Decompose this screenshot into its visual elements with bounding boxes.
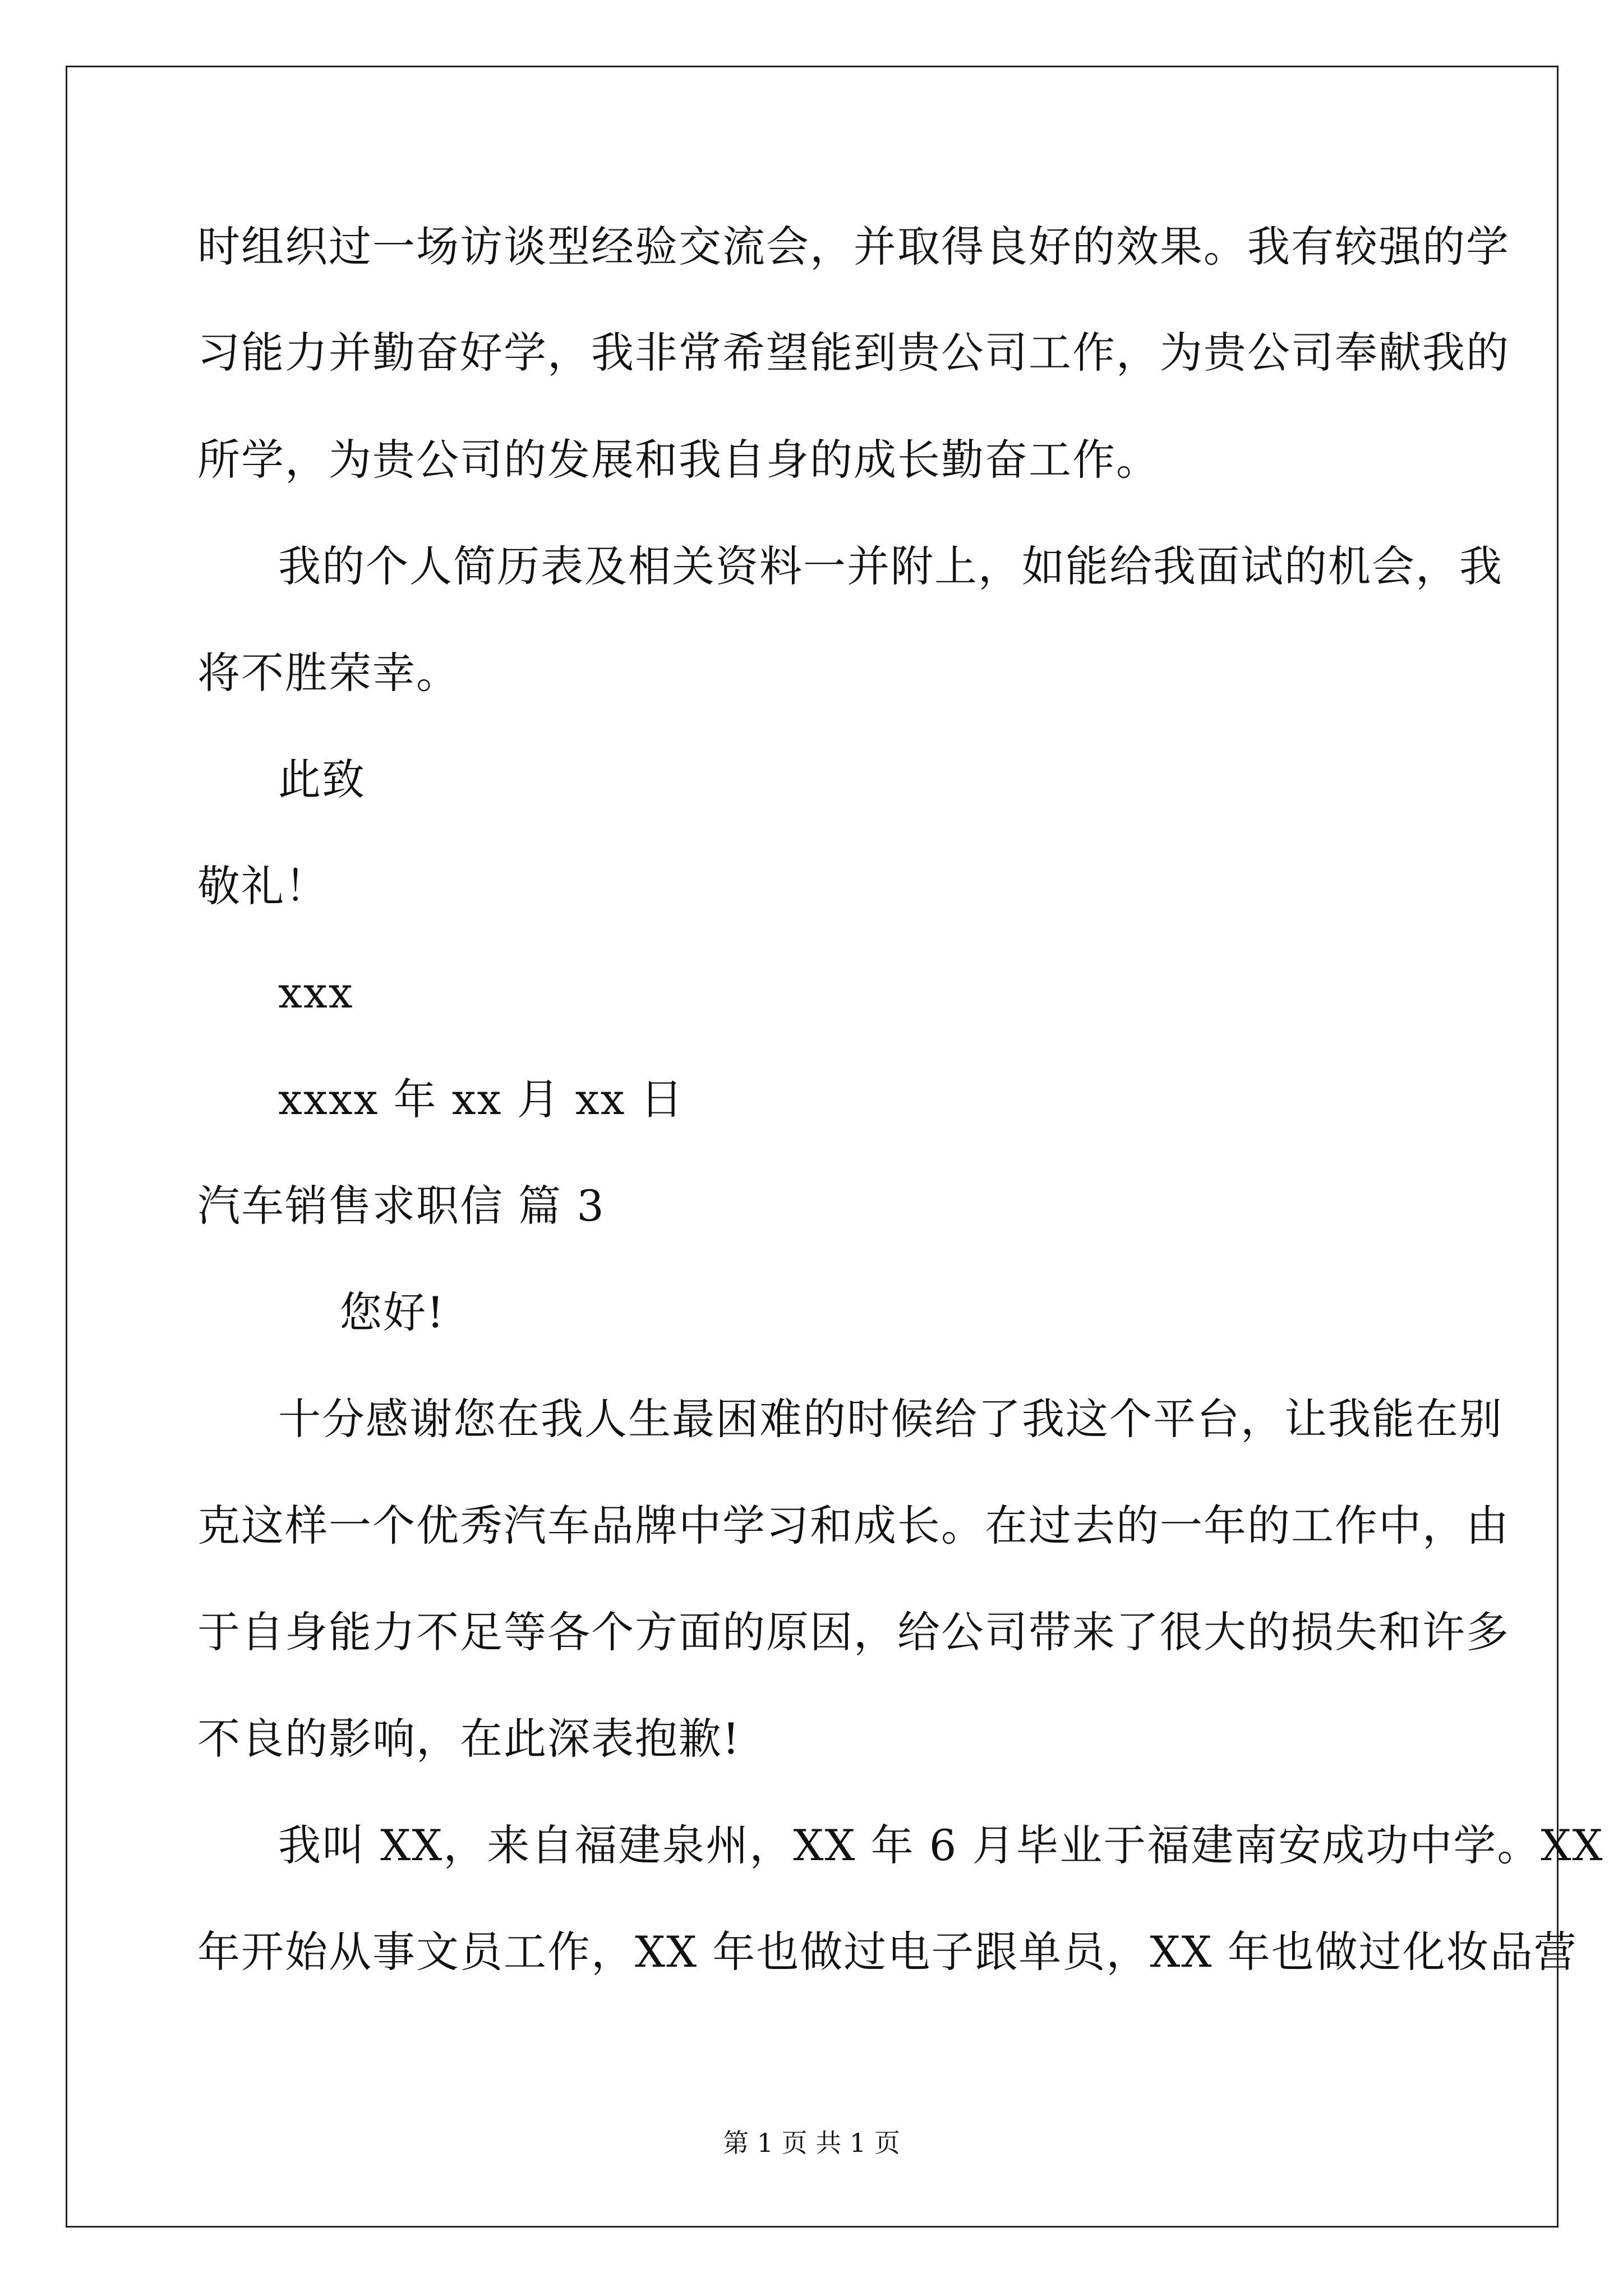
greeting: 您好! <box>339 1287 445 1337</box>
signature-name: xxx <box>278 968 354 1018</box>
body-line: 不良的影响，在此深表抱歉! <box>197 1714 741 1764</box>
body-line: 十分感谢您在我人生最困难的时候给了我这个平台，让我能在别 <box>278 1394 1503 1444</box>
body-line: 克这样一个优秀汽车品牌中学习和成长。在过去的一年的工作中，由 <box>197 1501 1510 1550</box>
body-line: 将不胜荣幸。 <box>197 648 460 698</box>
body-line: 所学，为贵公司的发展和我自身的成长勤奋工作。 <box>197 435 1160 485</box>
page-border <box>66 66 1604 2228</box>
signature-date: xxxx 年 xx 月 xx 日 <box>278 1074 684 1124</box>
salutation-closing: 此致 <box>278 754 366 804</box>
body-line: 年开始从事文员工作，XX 年也做过电子跟单员，XX 年也做过化妆品营 <box>197 1927 1578 1977</box>
body-line: 我叫 XX，来自福建泉州，XX 年 6 月毕业于福建南安成功中学。XX <box>278 1820 1604 1870</box>
page-footer: 第 1 页 共 1 页 <box>723 2128 900 2158</box>
body-line: 我的个人简历表及相关资料一并附上，如能给我面试的机会，我 <box>278 541 1503 591</box>
section-title: 汽车销售求职信 篇 3 <box>197 1181 605 1231</box>
body-line: 习能力并勤奋好学，我非常希望能到贵公司工作，为贵公司奉献我的 <box>197 328 1510 378</box>
salutation-respect: 敬礼！ <box>197 861 329 911</box>
body-line: 时组织过一场访谈型经验交流会，并取得良好的效果。我有较强的学 <box>197 222 1510 272</box>
body-line: 于自身能力不足等各个方面的原因，给公司带来了很大的损失和许多 <box>197 1607 1510 1657</box>
